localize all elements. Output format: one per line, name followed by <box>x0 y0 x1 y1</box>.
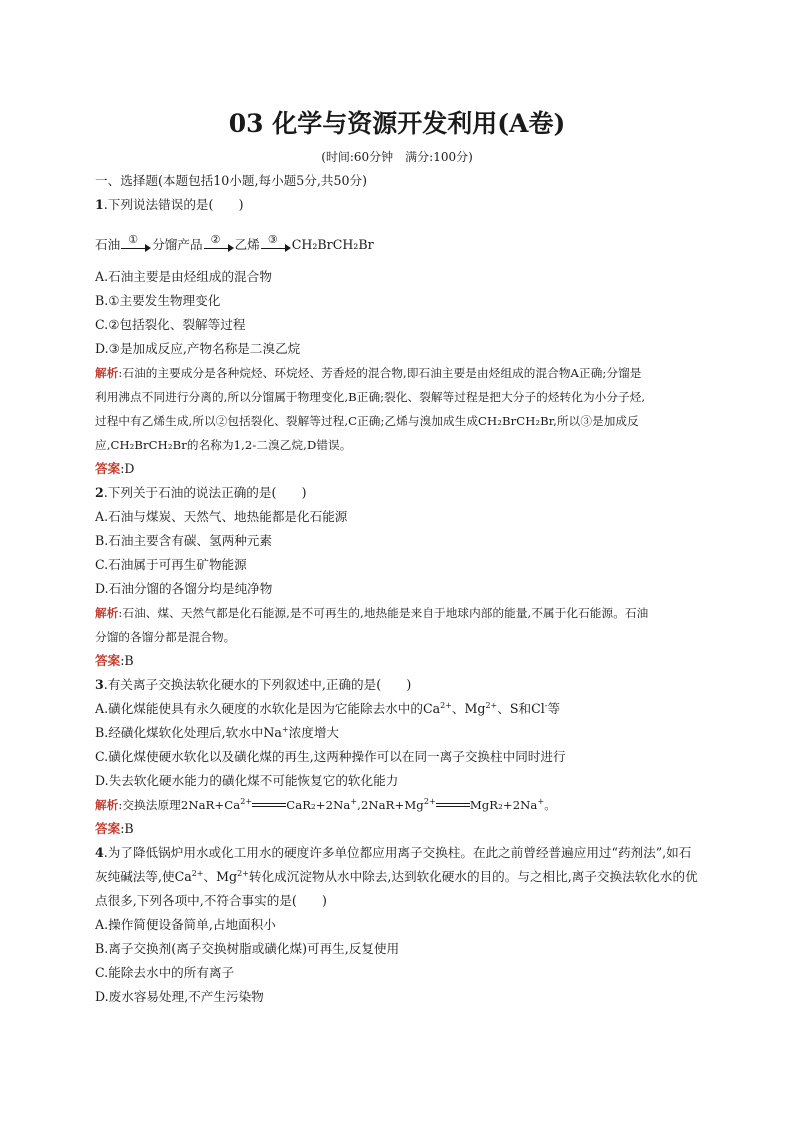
answer-line <box>95 820 705 838</box>
option-d: D.③是加成反应,产物名称是二溴乙烷 <box>95 341 301 356</box>
question-text: .为了降低锅炉用水或化工用水的硬度许多单位都应用离子交换柱。在此之前曾经普遍应用过“药剂法”,如石 <box>103 845 692 860</box>
explanation-line <box>95 364 705 382</box>
explanation-text: :交换法原理2NaR+Ca <box>118 798 241 812</box>
question-number: 1 <box>95 197 104 212</box>
equal-sign-icon <box>436 803 470 809</box>
step-label: ① <box>128 232 139 246</box>
charge: 2+ <box>191 868 204 878</box>
question-2-stem <box>95 484 705 502</box>
answer-line <box>95 460 705 478</box>
explanation-label: 解析 <box>95 606 119 620</box>
option-b <box>95 724 705 742</box>
option-c: C.石油属于可再生矿物能源 <box>95 557 247 572</box>
question-4-stem <box>95 844 705 862</box>
explanation-text: ,2NaR+Mg <box>357 798 424 812</box>
step-label: ③ <box>267 232 278 246</box>
option-c: C.②包括裂化、裂解等过程 <box>95 317 246 332</box>
scheme-species: 石油 <box>95 237 121 252</box>
question-text: 灰纯碱法等,使Ca <box>95 869 192 884</box>
question-text: 、Mg <box>203 869 238 884</box>
question-text: .下列关于石油的说法正确的是( ) <box>103 485 307 500</box>
answer-value: :B <box>120 653 134 668</box>
option-a: A.操作简便设备简单,占地面积小 <box>95 917 276 932</box>
charge: 2+ <box>485 700 498 710</box>
question-text: .下列说法错误的是( ) <box>103 197 244 212</box>
option-d: D.废水容易处理,不产生污染物 <box>95 989 264 1004</box>
explanation-line <box>95 604 705 622</box>
reaction-arrow-icon <box>261 232 291 253</box>
explanation-line: 分馏的各馏分都是混合物。 <box>95 630 236 644</box>
explanation-line <box>95 796 705 814</box>
option-text: 、S和Cl <box>497 701 545 716</box>
explanation-line: 应,CH₂BrCH₂Br的名称为1,2-二溴乙烷,D错误。 <box>95 438 352 452</box>
question-number: 3 <box>95 677 104 692</box>
option-text: B.经磺化煤软化处理后,软水中Na <box>95 725 282 740</box>
option-d: D.失去软化硬水能力的磺化煤不可能恢复它的软化能力 <box>95 773 399 788</box>
charge: 2+ <box>423 797 436 807</box>
answer-value: :B <box>120 821 134 836</box>
option-text: 、Mg <box>451 701 486 716</box>
scheme-species: 分馏产品 <box>152 237 203 252</box>
option-b: B.石油主要含有碳、氢两种元素 <box>95 533 272 548</box>
option-text: A.磺化煤能使具有永久硬度的水软化是因为它能除去水中的Ca <box>95 701 441 716</box>
option-a: A.石油主要是由烃组成的混合物 <box>95 269 272 284</box>
question-number: 2 <box>95 485 104 500</box>
reaction-arrow-icon <box>204 232 234 253</box>
scheme-species: CH₂BrCH₂Br <box>291 237 374 252</box>
option-b: B.离子交换剂(离子交换树脂或磺化煤)可再生,反复使用 <box>95 941 400 956</box>
reaction-scheme <box>95 232 705 254</box>
answer-label: 答案 <box>95 461 121 476</box>
scheme-species: 乙烯 <box>234 237 260 252</box>
option-a: A.石油与煤炭、天然气、地热能都是化石能源 <box>95 509 348 524</box>
charge: 2+ <box>240 797 253 807</box>
question-text-line: 点很多,下列各项中,不符合事实的是( ) <box>95 893 327 908</box>
answer-label: 答案 <box>95 653 121 668</box>
charge: 2+ <box>237 868 249 878</box>
option-c: C.能除去水中的所有离子 <box>95 965 235 980</box>
explanation-text: :石油、煤、天然气都是化石能源,是不可再生的,地热能是来自于地球内部的能量,不属于化石能源。石油 <box>118 606 649 620</box>
explanation-line: 利用沸点不同进行分离的,所以分馏属于物理变化,B正确;裂化、裂解等过程是把大分子的烃转化为小分子烃, <box>95 390 646 404</box>
question-1-stem <box>95 196 705 214</box>
question-text-line <box>95 868 705 886</box>
explanation-label: 解析 <box>95 798 119 812</box>
explanation-text: CaR₂+2Na <box>286 798 351 812</box>
explanation-text: :石油的主要成分是各种烷烃、环烷烃、芳香烃的混合物,即石油主要是由烃组成的混合物A正确;分馏是 <box>118 366 642 380</box>
step-label: ② <box>210 232 221 246</box>
answer-line <box>95 652 705 670</box>
option-a <box>95 700 705 718</box>
page-title: 03 化学与资源开发利用(A卷) <box>228 109 566 138</box>
charge: + <box>537 797 545 807</box>
option-d: D.石油分馏的各馏分均是纯净物 <box>95 581 273 596</box>
charge: 2+ <box>440 700 452 710</box>
question-text: .有关离子交换法软化硬水的下列叙述中,正确的是( ) <box>103 677 412 692</box>
option-text: 浓度增大 <box>288 725 339 740</box>
question-3-stem <box>95 676 705 694</box>
charge: + <box>281 724 289 734</box>
answer-value: :D <box>120 461 135 476</box>
option-c: C.磺化煤使硬水软化以及磺化煤的再生,这两种操作可以在同一离子交换柱中同时进行 <box>95 749 566 764</box>
option-b: B.①主要发生物理变化 <box>95 293 221 308</box>
explanation-label: 解析 <box>95 366 119 380</box>
charge: - <box>544 700 548 710</box>
option-text: 等 <box>547 701 561 716</box>
exam-info: (时间:60分钟 满分:100分) <box>321 150 473 164</box>
explanation-line: 过程中有乙烯生成,所以②包括裂化、裂解等过程,C正确;乙烯与溴加成生成CH₂BrCH₂Br,所以③是加成反 <box>95 414 639 428</box>
question-text: 转化成沉淀物从水中除去,达到软化硬水的目的。与之相比,离子交换法软化水的优 <box>248 869 698 884</box>
answer-label: 答案 <box>95 821 121 836</box>
explanation-text: 。 <box>544 798 556 812</box>
charge: + <box>350 797 358 807</box>
question-number: 4 <box>95 845 104 860</box>
explanation-text: MgR₂+2Na <box>469 798 538 812</box>
reaction-arrow-icon <box>121 232 151 253</box>
equal-sign-icon <box>252 803 286 809</box>
section-heading: 一、选择题(本题包括10小题,每小题5分,共50分) <box>95 173 367 188</box>
